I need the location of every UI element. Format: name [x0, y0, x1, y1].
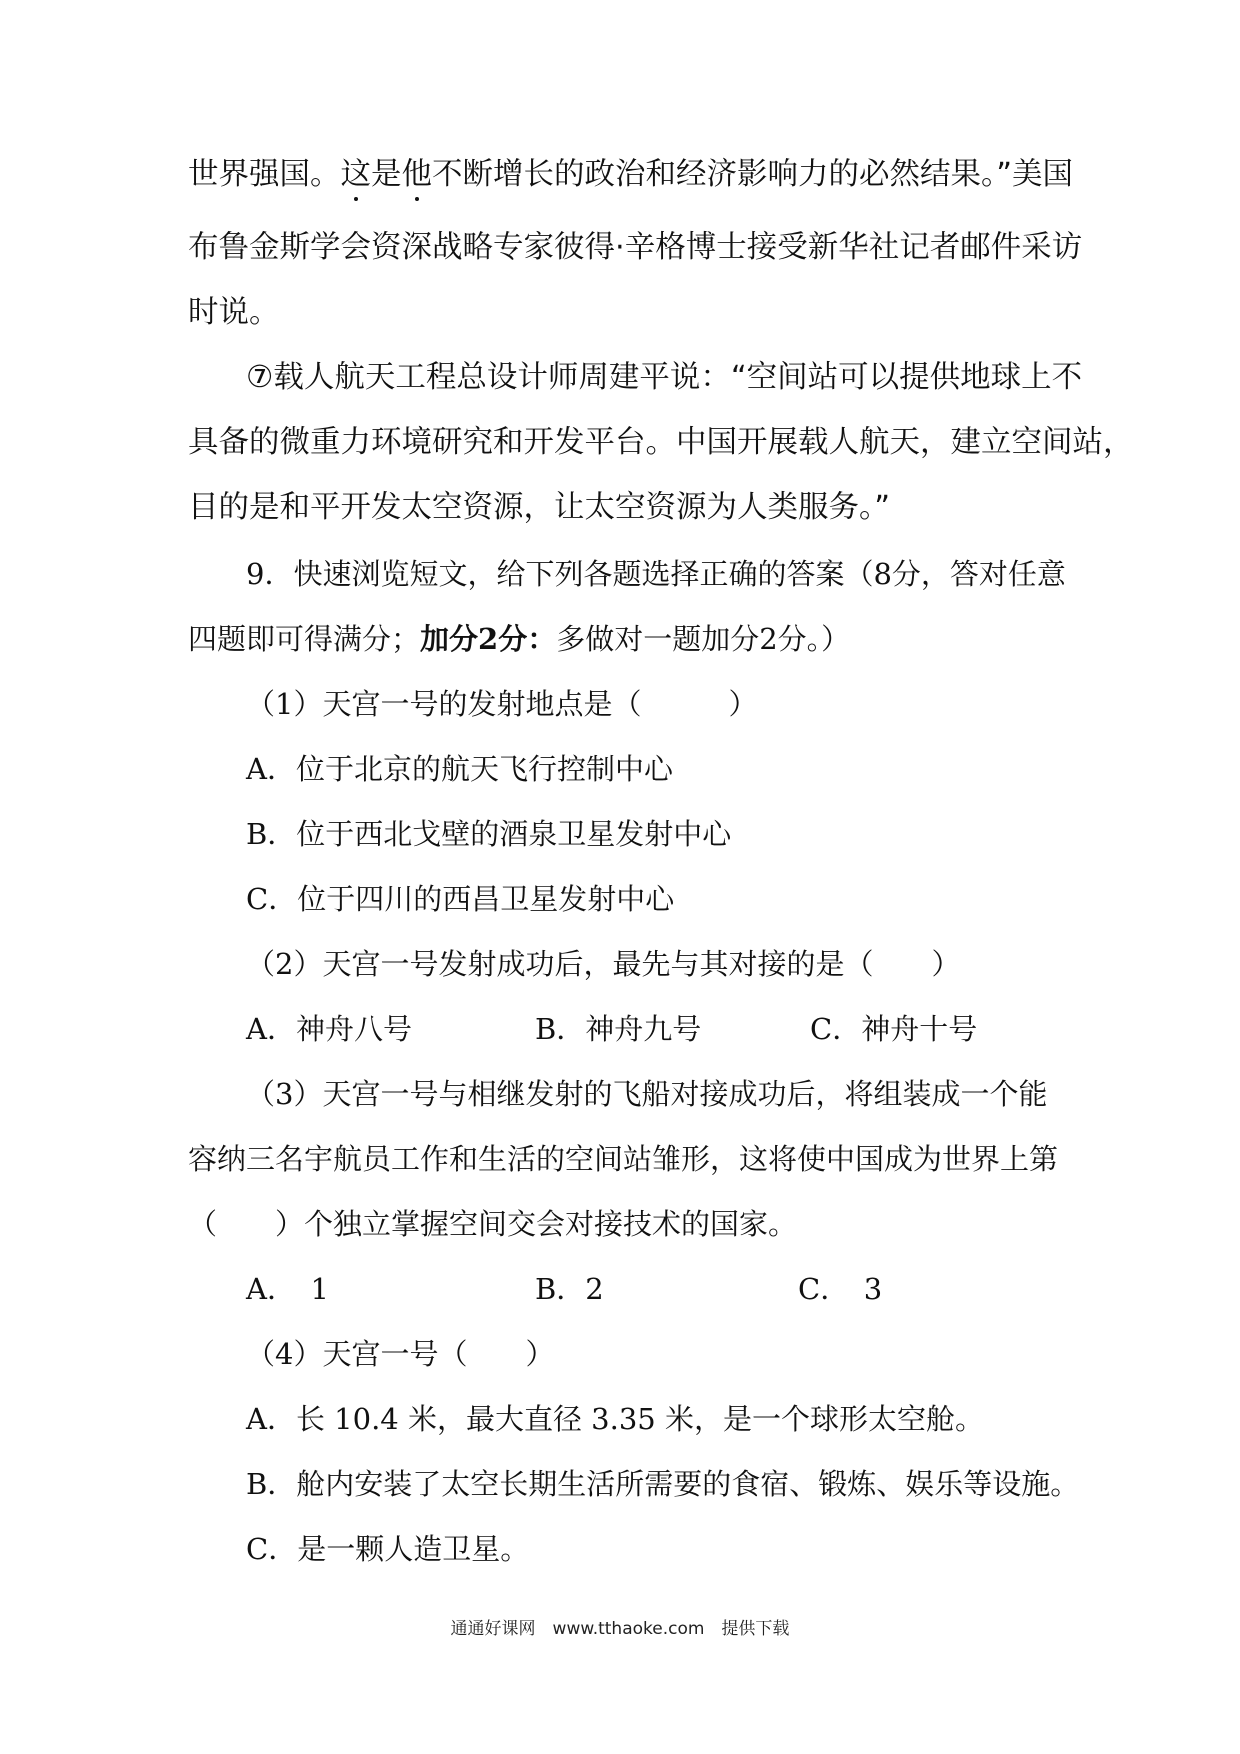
bonus-label: 加分2分：: [420, 622, 557, 656]
question-intro-line-1: 9．快速浏览短文，给下列各题选择正确的答案（8分，答对任意: [246, 557, 1066, 591]
paragraph-7-line-3: 目的是和平开发太空资源，让太空资源为人类服务。”: [188, 490, 891, 525]
option-3c: C． 3: [798, 1272, 883, 1306]
option-1a: A．位于北京的航天飞行控制中心: [246, 752, 673, 786]
passage-line-3: 时说。: [188, 295, 280, 330]
option-4c: C．是一颗人造卫星。: [246, 1532, 530, 1566]
page-footer: 通通好课网 www.tthaoke.com 提供下载: [450, 1619, 790, 1639]
option-1b: B．位于西北戈壁的酒泉卫星发射中心: [246, 817, 732, 851]
option-4a: A．长 10.4 米，最大直径 3.35 米，是一个球形太空舱。: [246, 1402, 984, 1436]
sub-question-3-line-2: 容纳三名宇航员工作和生活的空间站雏形，这将使中国成为世界上第: [188, 1142, 1059, 1176]
emphasis-char: 他: [401, 157, 432, 192]
paragraph-7-line-2: 具备的微重力环境研究和开发平台。中国开展载人航天，建立空间站，: [188, 425, 1134, 460]
sub-question-1: （1）天宫一号的发射地点是（ ）: [246, 687, 758, 721]
text-span: 多做对一题加分2分。）: [556, 622, 851, 656]
option-2a: A．神舟八号: [246, 1012, 412, 1046]
passage-line-1: [188, 157, 1074, 192]
option-3a: A． 1: [246, 1272, 329, 1306]
text-span: 不断增长的政治和经济影响力的必然结果。”美国: [432, 157, 1074, 192]
sub-question-3-line-1: （3）天宫一号与相继发射的飞船对接成功后，将组装成一个能: [246, 1077, 1048, 1111]
passage-line-2: 布鲁金斯学会资深战略专家彼得·辛格博士接受新华社记者邮件采访: [188, 230, 1083, 265]
text-span: 世界强国。: [188, 157, 341, 192]
text-span: 四题即可得满分；: [188, 622, 421, 656]
option-3b: B．2: [535, 1272, 604, 1306]
option-2b: B．神舟九号: [535, 1012, 702, 1046]
sub-question-2: （2）天宫一号发射成功后，最先与其对接的是（ ）: [246, 947, 961, 981]
option-1c: C．位于四川的西昌卫星发射中心: [246, 882, 675, 916]
option-2c: C．神舟十号: [810, 1012, 978, 1046]
sub-question-4: （4）天宫一号（ ）: [246, 1337, 555, 1371]
option-4b: B．舱内安装了太空长期生活所需要的食宿、锻炼、娱乐等设施。: [246, 1467, 1080, 1501]
emphasis-char: 这: [340, 157, 371, 192]
paragraph-7-line-1: ⑦载人航天工程总设计师周建平说：“空间站可以提供地球上不: [246, 360, 1083, 395]
text-span: 是: [371, 157, 402, 192]
sub-question-3-line-3: （ ）个独立掌握空间交会对接技术的国家。: [188, 1207, 798, 1241]
question-intro-line-2: [188, 622, 851, 656]
